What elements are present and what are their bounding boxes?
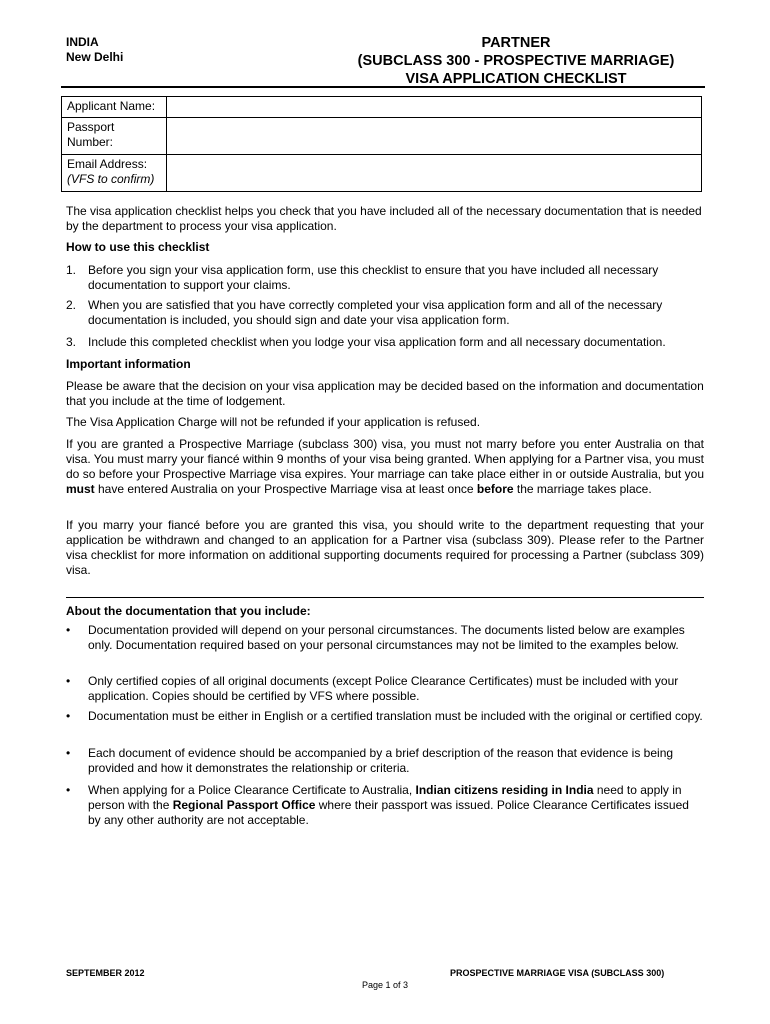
bullet-4: • — [66, 746, 71, 760]
passport-number-field[interactable] — [167, 118, 702, 155]
section-divider — [66, 597, 704, 598]
step-3-number: 3. — [66, 335, 77, 349]
bullet-1: • — [66, 623, 71, 637]
footer-form-name: PROSPECTIVE MARRIAGE VISA (SUBCLASS 300) — [450, 968, 665, 978]
documentation-item-2: Only certified copies of all original documents (except Police Clearance Certificates) must be included with your application. Copies should be certified by VFS where possible. — [88, 674, 679, 703]
important-paragraph-3: If you are granted a Prospective Marriage (subclass 300) visa, you must not marry before you enter Australia on that visa. You must marry your fiancé within 9 months of your visa being granted. When applying for a Partner visa, you must do so before your Prospective Marriage visa expires. Your marriage can take place either in or outside Australia, but you must have entered Australia on your Prospective Marriage visa at least once before the marriage takes place. — [66, 437, 704, 496]
document-title — [336, 34, 696, 88]
step-1-number: 1. — [66, 263, 77, 277]
email-address-label: Email Address: (VFS to confirm) — [62, 155, 167, 192]
step-2-text: When you are satisfied that you have correctly completed your visa application form and all of the necessary documentation is included, you should sign and date your visa application form. — [88, 298, 663, 327]
bullet-5: • — [66, 783, 71, 797]
documentation-item-3: Documentation must be either in English or a certified translation must be included with the original or certified copy. — [88, 709, 703, 723]
passport-number-label: Passport Number: — [62, 118, 167, 155]
email-address-field[interactable] — [167, 155, 702, 192]
bullet-3: • — [66, 709, 71, 723]
city: New Delhi — [66, 50, 124, 64]
documentation-item-5: When applying for a Police Clearance Certificate to Australia, Indian citizens residing in India need to apply in person with the Regional Passport Office where their passport was issued. Police Clearance Certificates issued by any other authority are not acceptable. — [88, 783, 689, 827]
email-note: (VFS to confirm) — [67, 172, 155, 186]
applicant-name-field[interactable] — [167, 97, 702, 118]
important-paragraph-4: If you marry your fiancé before you are granted this visa, you should write to the department requesting that your application be withdrawn and changed to an application for a Partner visa (subclass 309). Please refer to the Partner visa checklist for more information on additional supporting documents required for processing a Partner (subclass 309) visa. — [66, 518, 704, 577]
step-2-number: 2. — [66, 298, 77, 312]
applicant-name-label: Applicant Name: — [62, 97, 167, 118]
important-heading: Important information — [66, 357, 191, 371]
country: INDIA — [66, 35, 99, 49]
page-number: Page 1 of 3 — [362, 980, 409, 990]
bullet-2: • — [66, 674, 71, 688]
step-1-text: Before you sign your visa application form, use this checklist to ensure that you have included all necessary documentation to support your claims. — [88, 263, 659, 292]
documentation-item-1: Documentation provided will depend on your personal circumstances. The documents listed below are examples only. Documentation required based on your personal circumstances may not be limited to the examples below. — [88, 623, 685, 652]
location-block — [66, 35, 123, 65]
footer-date: SEPTEMBER 2012 — [66, 968, 145, 978]
important-paragraph-2: The Visa Application Charge will not be refunded if your application is refused. — [66, 415, 481, 429]
step-3-text: Include this completed checklist when you lodge your visa application form and all necessary documentation. — [88, 335, 666, 349]
title-line-1: PARTNER — [481, 35, 551, 51]
header-rule — [61, 86, 705, 88]
title-line-2: (SUBCLASS 300 - PROSPECTIVE MARRIAGE) — [357, 53, 675, 69]
documentation-item-4: Each document of evidence should be accompanied by a brief description of the reason that evidence is being provided and how it demonstrates the relationship or criteria. — [88, 746, 674, 775]
title-line-3: VISA APPLICATION CHECKLIST — [405, 71, 627, 87]
intro-paragraph: The visa application checklist helps you check that you have included all of the necessary documentation that is needed by the department to process your visa application. — [66, 204, 702, 233]
documentation-heading: About the documentation that you include: — [66, 604, 311, 618]
important-paragraph-1: Please be aware that the decision on your visa application may be decided based on the information and documentation that you include at the time of lodgement. — [66, 379, 704, 408]
how-to-heading: How to use this checklist — [66, 240, 210, 254]
applicant-details-table — [61, 96, 702, 192]
